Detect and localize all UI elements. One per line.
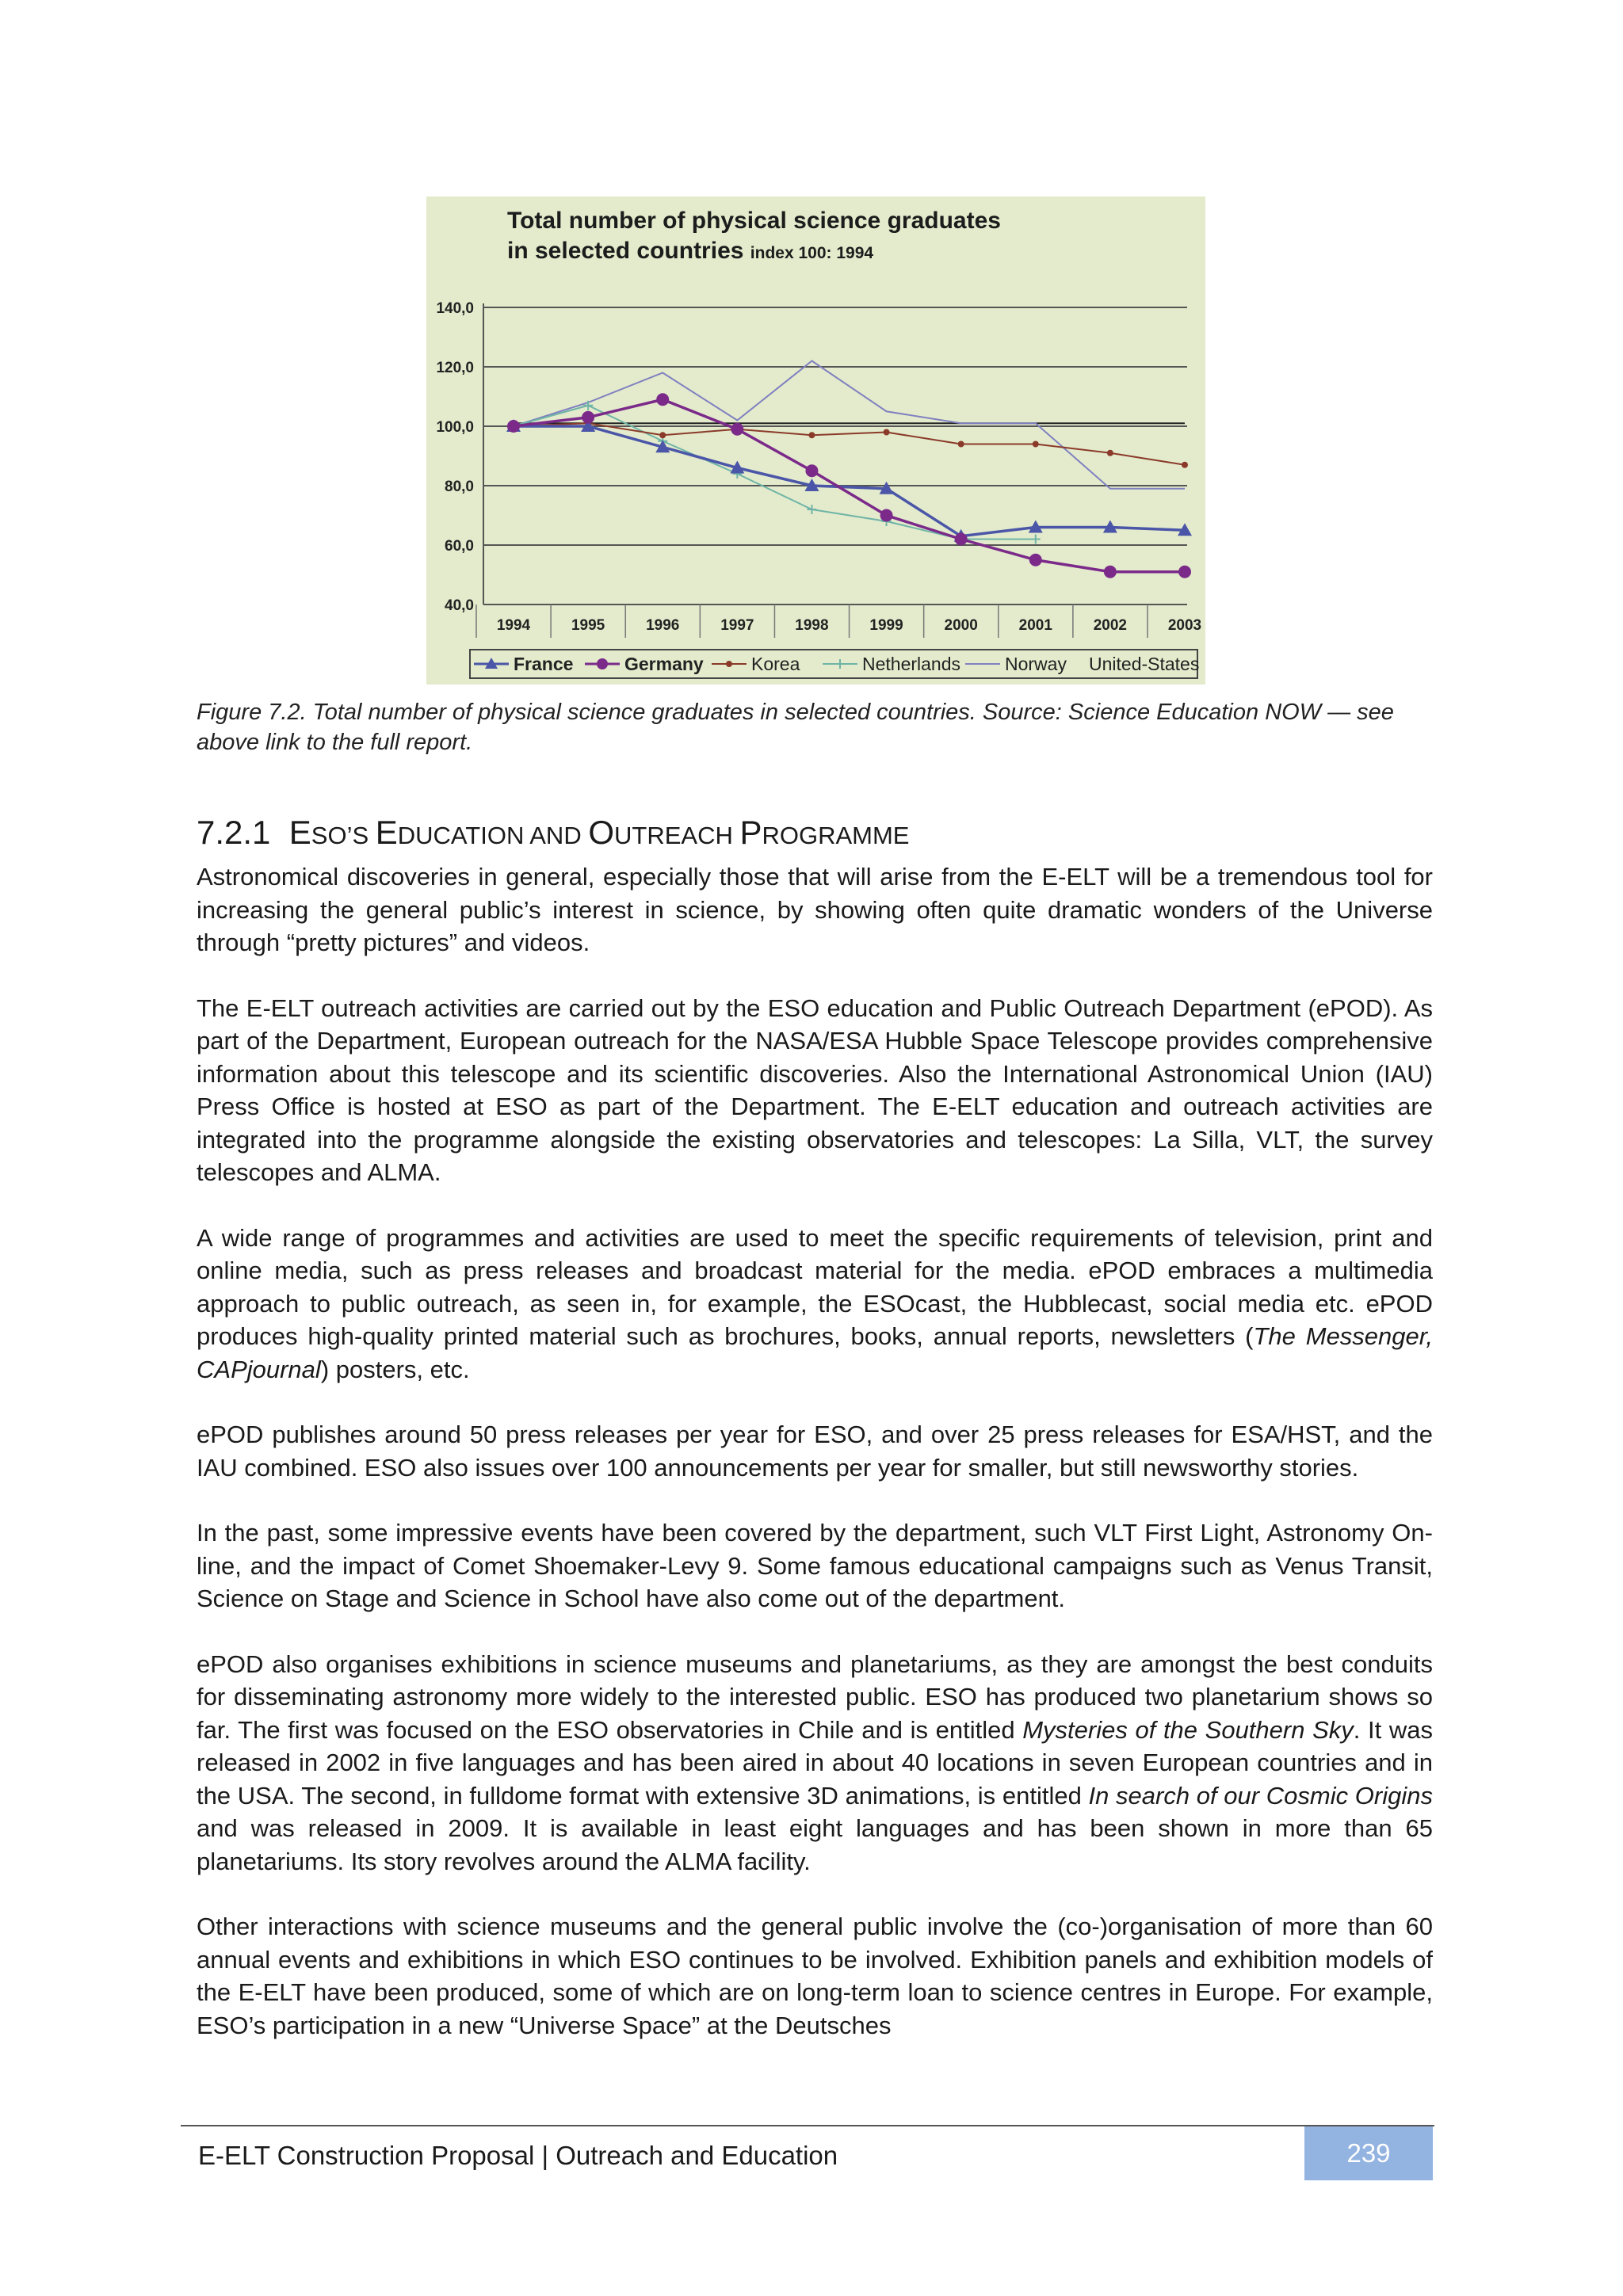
chart-title-line2: in selected countries xyxy=(507,238,744,264)
data-point xyxy=(507,420,520,433)
section-number: 7.2.1 xyxy=(197,814,271,851)
chart-title-index: index 100: 1994 xyxy=(750,244,874,262)
y-tick-label: 120,0 xyxy=(436,360,474,376)
data-point xyxy=(1178,566,1191,578)
line-chart xyxy=(426,196,1205,685)
paragraph-1 xyxy=(197,860,1433,959)
chart-title xyxy=(507,206,1001,269)
data-point xyxy=(659,432,666,438)
data-point xyxy=(955,533,968,546)
y-tick-label: 100,0 xyxy=(436,419,474,436)
data-point xyxy=(958,441,964,448)
series-line-france xyxy=(514,426,1185,536)
data-point xyxy=(1107,450,1113,456)
paragraph-4 xyxy=(197,1418,1433,1484)
legend-label-korea: Korea xyxy=(751,654,800,674)
data-point xyxy=(808,432,815,438)
figure-caption: Figure 7.2. Total number of physical science graduates in selected countries. Source: Science Education NOW — see above link to the full report. xyxy=(197,700,1394,755)
data-point xyxy=(805,464,818,477)
x-tick-label: 1998 xyxy=(795,617,829,634)
x-tick-label: 2003 xyxy=(1167,617,1202,634)
paragraph-run: The E-ELT outreach activities are carried out by the ESO education and Public Outreach Department (ePOD). As part of the Department, European outreach for the NASA/ESA Hubble Space Telescope provides comprehensive information about this telescope and its scientific discoveries. Also the International Astronomical Union (IAU) Press Office is hosted at ESO as part of the Department. The E-ELT education and outreach activities are integrated into the programme alongside the existing observatories and telescopes: La Silla, VLT, the survey telescopes and ALMA. xyxy=(197,994,1433,1186)
data-point xyxy=(884,429,890,436)
paragraph-run: Mysteries of the Southern Sky xyxy=(1022,1715,1354,1744)
footer-title: E-ELT Construction Proposal | Outreach and Education xyxy=(198,2141,838,2170)
series-line-norway xyxy=(514,361,1185,489)
y-tick-label: 80,0 xyxy=(445,479,474,495)
legend-label-netherlands: Netherlands xyxy=(862,654,961,674)
data-point xyxy=(582,411,594,424)
paragraph-run: The Messenger, CAPjournal xyxy=(197,1322,1433,1383)
footer-divider xyxy=(181,2125,1434,2126)
data-point xyxy=(731,423,743,436)
data-point xyxy=(1029,554,1042,566)
data-point xyxy=(1104,566,1117,578)
paragraph-run: and was released in 2009. It is available in least eight languages and has been shown in more than 65 planetariums. Its story revolves around the ALMA facility. xyxy=(197,1814,1433,1875)
x-tick-label: 1995 xyxy=(571,617,605,634)
legend-label-germany: Germany xyxy=(624,654,704,674)
page-number: 239 xyxy=(1304,2126,1433,2180)
y-tick-label: 40,0 xyxy=(445,597,474,614)
paragraph-run: In search of our Cosmic Origins xyxy=(1088,1781,1433,1810)
paragraph-6 xyxy=(197,1648,1433,1878)
data-point xyxy=(1182,462,1188,468)
x-tick-label: 2001 xyxy=(1018,617,1052,634)
data-point xyxy=(880,509,893,522)
paragraph-run: A wide range of programmes and activities are used to meet the specific requirements of television, print and online media, such as press releases and broadcast material for the media. ePOD embraces a multimedia approach to public outreach, as seen in, for example, the ESOcast, the Hubblecast, social media etc. ePOD produces high-quality printed material such as brochures, books, annual reports, newsletters ( xyxy=(197,1223,1433,1350)
paragraph-run: Astronomical discoveries in general, especially those that will arise from the E-ELT will be a tremendous tool for increasing the general public’s interest in science, by showing often quite dramatic wonders of the Universe through “pretty pictures” and videos. xyxy=(197,863,1433,956)
x-tick-label: 2002 xyxy=(1093,617,1128,634)
x-tick-label: 1994 xyxy=(496,617,531,634)
y-tick-label: 140,0 xyxy=(436,300,474,317)
figure-chart xyxy=(426,196,1205,685)
data-point xyxy=(656,393,669,406)
paragraph-7 xyxy=(197,1910,1433,2042)
legend-marker xyxy=(726,661,732,667)
x-tick-label: 2000 xyxy=(944,617,978,634)
x-tick-label: 1999 xyxy=(869,617,903,634)
legend-label-france: France xyxy=(514,654,574,674)
x-tick-label: 1996 xyxy=(646,617,680,634)
paragraph-run: ) posters, etc. xyxy=(320,1355,470,1383)
series-line-korea xyxy=(514,423,1185,465)
body-text xyxy=(197,860,1433,2074)
legend-label-norway: Norway xyxy=(1005,654,1067,674)
legend-marker xyxy=(597,658,608,669)
x-tick-label: 1997 xyxy=(720,617,754,634)
paragraph-run: . It was released in 2002 in five languages and has been aired in about 40 locations in seven European countries and in the USA. The second, in fulldome format with extensive 3D animations, is entitled xyxy=(197,1715,1433,1810)
section-heading: 7.2.1 ESO’S EDUCATION AND OUTREACH PROGRAMME xyxy=(197,814,910,851)
paragraph-2 xyxy=(197,992,1433,1189)
paragraph-run: In the past, some impressive events have been covered by the department, such VLT First Light, Astronomy On-line, and the impact of Comet Shoemaker-Levy 9. Some famous educational campaigns such as Venus Transit, Science on Stage and Science in School have also come out of the department. xyxy=(197,1519,1433,1612)
chart-title-line1: Total number of physical science graduates xyxy=(507,208,1001,234)
paragraph-run: ePOD publishes around 50 press releases per year for ESO, and over 25 press releases for ESA/HST, and the IAU combined. ESO also issues over 100 announcements per year for smaller, but still newsworthy stories. xyxy=(197,1421,1433,1482)
paragraph-3 xyxy=(197,1222,1433,1386)
legend-label-united-states: United-States xyxy=(1089,654,1200,674)
paragraph-run: Other interactions with science museums and the general public involve the (co-)organisation of more than 60 annual events and exhibitions in which ESO continues to be involved. Exhibition panels and exhibition models of the E-ELT have been produced, some of which are on long-term loan to science centres in Europe. For example, ESO’s participation in a new “Universe Space” at the Deutsches xyxy=(197,1913,1433,2039)
data-point xyxy=(1033,441,1039,448)
paragraph-5 xyxy=(197,1516,1433,1615)
y-tick-label: 60,0 xyxy=(445,538,474,555)
paragraph-run: ePOD also organises exhibitions in science museums and planetariums, as they are amongst the best conduits for disseminating astronomy more widely to the interested public. ESO has produced two planetarium shows so far. The first was focused on the ESO observatories in Chile and is entitled xyxy=(197,1650,1433,1744)
